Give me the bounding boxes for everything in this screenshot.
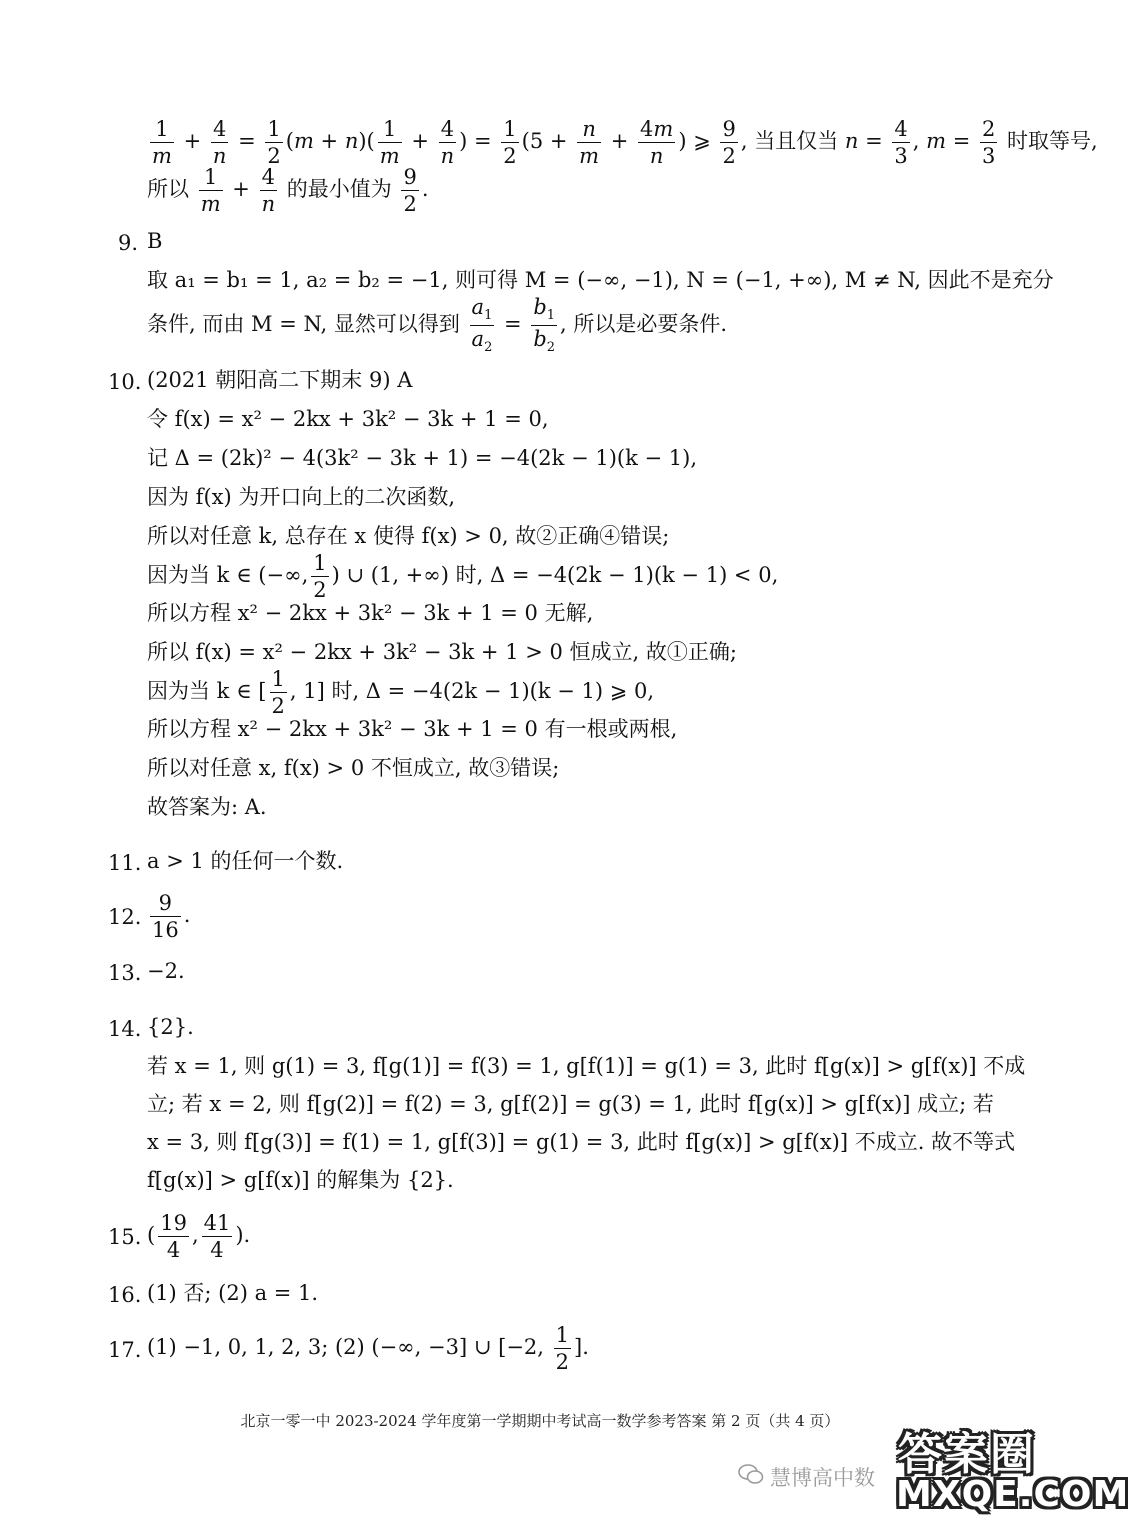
q10-line: 所以对任意 k, 总存在 x 使得 f(x) > 0, 故②正确④错误; xyxy=(147,524,670,548)
q17-number: 17. xyxy=(108,1338,142,1362)
q15-number: 15. xyxy=(108,1225,142,1249)
q16-number: 16. xyxy=(108,1283,142,1307)
q9-text: 条件, 而由 M = N, 显然可以得到 xyxy=(147,311,460,336)
q10-line xyxy=(147,668,654,717)
site-logo xyxy=(892,1418,1129,1522)
q10-line: 因为 f(x) 为开口向上的二次函数, xyxy=(147,485,456,509)
fraction: $\frac{1}{m}$ xyxy=(152,117,172,169)
fraction: $\frac{19}{4}$ xyxy=(160,1211,187,1263)
q14-answer: {2}. xyxy=(147,1015,194,1039)
q10-number: 10. xyxy=(108,370,142,394)
fraction: $\frac{n}{m}$ xyxy=(579,117,600,169)
fraction: $\frac{2}{3}$ xyxy=(981,117,996,169)
q9-text: , 所以是必要条件. xyxy=(560,311,728,336)
q13-number: 13. xyxy=(108,961,142,985)
fraction: $\frac{a_1}{a_2}$ xyxy=(471,295,493,356)
q8-conclusion-line: 所以 $\frac{1}{m}$ + $\frac{4}{n}$ 的最小值为 $\frac{9}{2}$ . xyxy=(147,165,429,217)
fraction: $\frac{1}{2}$ xyxy=(555,1323,570,1375)
fraction: $\frac{b_1}{b_2}$ xyxy=(533,295,556,356)
q9-number: 9. xyxy=(118,231,139,255)
fraction: $\frac{4}{3}$ xyxy=(894,117,908,169)
q14-number: 14. xyxy=(108,1017,142,1041)
q10-line: 所以 f(x) = x² − 2kx + 3k² − 3k + 1 > 0 恒成立, 故①正确; xyxy=(147,640,737,664)
fraction: $\frac{1}{m}$ xyxy=(379,117,400,169)
q10-line: 所以方程 x² − 2kx + 3k² − 3k + 1 = 0 有一根或两根, xyxy=(147,717,678,741)
q8-text-a: 当且仅当 xyxy=(754,129,839,154)
fraction: $\frac{4}{n}$ xyxy=(261,165,276,217)
q10-text: 因为当 k ∈ (−∞, xyxy=(147,563,309,588)
fraction: $\frac{4}{n}$ xyxy=(440,117,455,169)
q10-line: 故答案为: A. xyxy=(147,795,267,819)
q8-text-b: 时取等号, xyxy=(1007,129,1098,154)
fraction: $\frac{1}{2}$ xyxy=(313,551,327,603)
q14-line: 立; 若 x = 2, 则 f[g(2)] = f(2) = 3, g[f(2)] = g(3) = 1, 此时 f[g(x)] > g[f(x)] 成立; 若 xyxy=(147,1092,994,1116)
q10-line: 令 f(x) = x² − 2kx + 3k² − 3k + 1 = 0, xyxy=(147,407,549,431)
watermark xyxy=(738,1462,875,1492)
q12-answer: $\frac{9}{16}$ . xyxy=(152,891,191,943)
q10-text: ) ∪ (1, +∞) 时, Δ = −4(2k − 1)(k − 1) < 0, xyxy=(331,563,779,588)
logo-top-text: 答案圈 xyxy=(898,1429,1036,1480)
fraction: $\frac{41}{4}$ xyxy=(203,1211,231,1263)
q8-equation-line: $\frac{1}{m}$ + $\frac{4}{n}$ = $\frac{1}{2}$ (m + n)( $\frac{1}{m}$ + $\frac{4}{n}$ ) = $\frac{1}{2}$ (5 + $\frac{n}{m}$ + $\frac{4m}{n}$ ) ⩾ $\frac{9}{2}$ , 当且仅当 n = $\frac{4}{3}$ , m = $\frac{2}{3}$ 时取等号, xyxy=(152,117,1098,169)
q14-line: 若 x = 1, 则 g(1) = 3, f[g(1)] = f(3) = 1, g[f(1)] = g(1) = 3, 此时 f[g(x)] > g[f(x)] 不成 xyxy=(147,1054,1026,1078)
fraction: $\frac{4}{n}$ xyxy=(212,117,227,169)
q14-line: f[g(x)] > g[f(x)] 的解集为 {2}. xyxy=(147,1168,454,1192)
fraction: $\frac{9}{16}$ xyxy=(152,891,179,943)
q8-text-d: 的最小值为 xyxy=(286,177,392,202)
fraction: $\frac{1}{2}$ xyxy=(503,117,517,169)
q11-number: 11. xyxy=(108,851,142,875)
wechat-icon xyxy=(738,1463,764,1490)
q10-line xyxy=(147,552,778,601)
watermark-text: 慧博高中数 xyxy=(770,1466,875,1490)
fraction: $\frac{1}{2}$ xyxy=(271,667,285,719)
q9-line: 条件, 而由 M = N, 显然可以得到 $\frac{a_1}{a_2}$ = $\frac{b_1}{b_2}$ , 所以是必要条件. xyxy=(147,295,728,356)
fraction: $\frac{9}{2}$ xyxy=(722,117,736,169)
q12-number: 12. xyxy=(108,905,142,929)
q17-answer: (1) −1, 0, 1, 2, 3; (2) (−∞, −3] ∪ [−2, $\frac{1}{2}$ ]. xyxy=(147,1323,589,1375)
fraction: $\frac{9}{2}$ xyxy=(403,165,417,217)
q10-source: (2021 朝阳高二下期末 9) A xyxy=(147,368,413,392)
page-footer: 北京一零一中 2023-2024 学年度第一学期期中考试高一数学参考答案 第 2 页（共 4 页） xyxy=(240,1412,840,1430)
q9-answer: B xyxy=(147,229,163,253)
q15-answer: ( $\frac{19}{4}$ , $\frac{41}{4}$ ). xyxy=(147,1211,251,1263)
q14-line: x = 3, 则 f[g(3)] = f(1) = 1, g[f(3)] = g(1) = 3, 此时 f[g(x)] > g[f(x)] 不成立. 故不等式 xyxy=(147,1130,1016,1154)
q10-line: 所以方程 x² − 2kx + 3k² − 3k + 1 = 0 无解, xyxy=(147,601,594,625)
fraction: $\frac{4m}{n}$ xyxy=(640,117,674,169)
q16-answer: (1) 否; (2) a = 1. xyxy=(147,1281,319,1305)
fraction: $\frac{1}{2}$ xyxy=(267,117,281,169)
q9-line: 取 a₁ = b₁ = 1, a₂ = b₂ = −1, 则可得 M = (−∞, −1), N = (−1, +∞), M ≠ N, 因此不是充分 xyxy=(147,268,1054,292)
q10-text: , 1] 时, Δ = −4(2k − 1)(k − 1) ⩾ 0, xyxy=(289,679,655,704)
q10-line: 记 Δ = (2k)² − 4(3k² − 3k + 1) = −4(2k − 1)(k − 1), xyxy=(147,446,697,470)
q11-answer: a > 1 的任何一个数. xyxy=(147,849,344,873)
q10-text: 因为当 k ∈ [ xyxy=(147,679,267,704)
q10-line: 所以对任意 x, f(x) > 0 不恒成立, 故③错误; xyxy=(147,756,560,780)
logo-bottom-text: MXQE.COM xyxy=(896,1474,1129,1515)
q8-text-c: 所以 xyxy=(147,177,189,202)
q13-answer: −2. xyxy=(147,959,185,983)
fraction: $\frac{1}{m}$ xyxy=(200,165,221,217)
